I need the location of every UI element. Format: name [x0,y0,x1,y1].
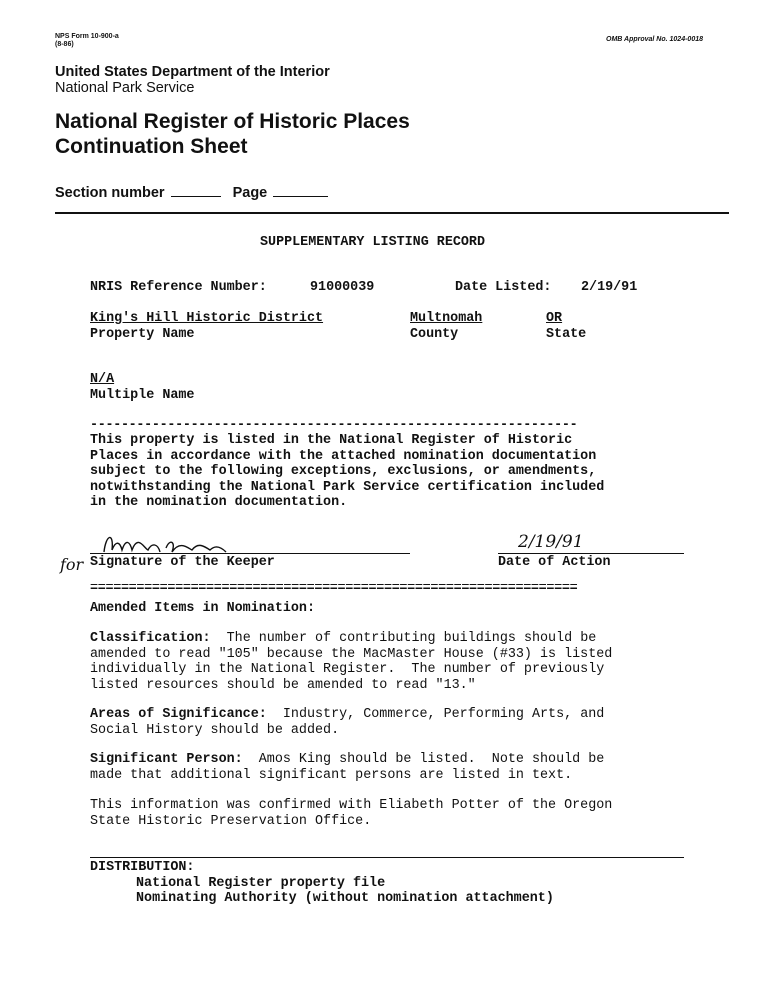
person-text: Amos King should be listed. Note should be made that additional significant persons are listed in text. [90,752,605,783]
distribution-item: Nominating Authority (without nomination attachment) [136,891,554,906]
dashed-separator: --------------------------------------------------------------- [90,418,578,433]
section-page-fields [55,184,328,201]
title-line1: National Register of Historic Places [55,110,410,133]
form-number [55,33,119,49]
state-label: State [546,327,587,342]
areas-block [90,707,690,738]
distribution-item: National Register property file [136,876,386,891]
omb-approval: OMB Approval No. 1024-0018 [606,36,703,43]
double-separator [90,584,686,600]
classification-text: The number of contributing buildings should be amended to read "105" because the MacMaster House (#33) is listed individually in the National Register. The number of previously listed resources should be amended to read "13." [90,631,613,693]
signature-line [90,553,410,554]
distribution-label: DISTRIBUTION: [90,860,195,875]
state: OR [546,311,563,326]
person-label: Significant Person: [90,752,243,767]
distribution-rule [90,857,684,858]
multiple-name-label: Multiple Name [90,388,195,403]
classification-block [90,631,690,693]
date-action-label: Date of Action [498,555,611,570]
county-label: County [410,327,459,342]
department-name: United States Department of the Interior [55,64,330,80]
page-blank [273,184,328,197]
date-action-line [498,553,684,554]
action-date-handwritten: 2/19/91 [518,532,584,552]
title-line2: Continuation Sheet [55,135,248,158]
multiple-name: N/A [90,372,115,387]
double-separator-row: =============================================================== [90,584,578,596]
record-heading: SUPPLEMENTARY LISTING RECORD [260,235,485,250]
nris-value: 91000039 [310,280,375,295]
section-number-label: Section number [55,185,165,201]
form-number-line2: (8-86) [55,41,74,48]
county: Multnomah [410,311,483,326]
page-title [55,109,410,159]
initials: for [60,555,84,574]
amended-heading: Amended Items in Nomination: [90,601,315,616]
date-listed-label: Date Listed: [455,280,552,295]
confirmation-text: This information was confirmed with Eliabeth Potter of the Oregon State Historic Preservation Office. [90,798,613,829]
header-rule [55,212,729,214]
classification-label: Classification: [90,631,211,646]
areas-text: Industry, Commerce, Performing Arts, and Social History should be added. [90,707,605,738]
signature-label: Signature of the Keeper [90,555,275,570]
section-number-blank [171,184,221,197]
service-name: National Park Service [55,80,195,96]
person-block [90,752,690,783]
date-listed-value: 2/19/91 [581,280,638,295]
areas-label: Areas of Significance: [90,707,267,722]
nris-label: NRIS Reference Number: [90,280,267,295]
form-number-line1: NPS Form 10-900-a [55,33,119,40]
property-name: King's Hill Historic District [90,311,324,326]
page-label: Page [232,185,268,201]
property-name-label: Property Name [90,327,195,342]
listing-statement: This property is listed in the National Register of Historic Places in accordance with the attached nomination documentation subject to the following exceptions, exclusions, or amendments, notwithstanding the National Park Service certification included in the nomination documentation. [90,433,605,511]
